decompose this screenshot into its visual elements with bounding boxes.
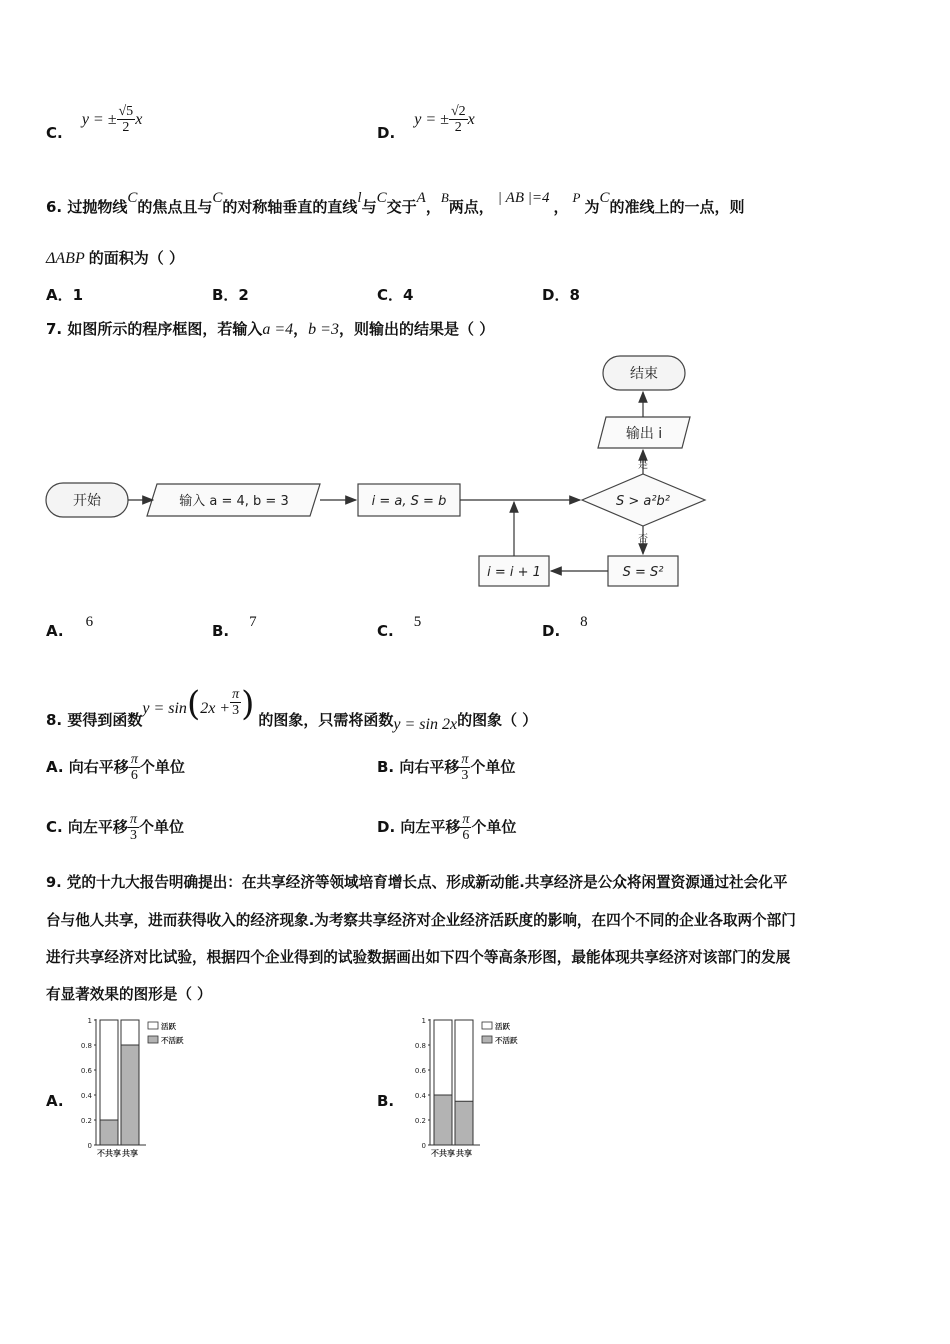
y-tick-label: 0.8 [80,1042,92,1050]
q7-option-a: A. 6 [46,614,94,640]
flow-input-text: 输入 a = 4, b = 3 [179,494,289,509]
y-tick-label: 0.2 [414,1117,426,1125]
y-tick-label: 0.2 [80,1117,92,1125]
flow-assign-text: i = a, S = b [371,494,447,509]
y-tick-label: 0.6 [414,1067,426,1075]
q6-option-c: C．4 [377,286,414,304]
q8-option-a: A. 向右平移 $\frac{\pi}{6}$ 个单位 [46,752,185,783]
x-tick-label: 不共享 [431,1149,455,1158]
q9-chart-b [412,1012,542,1167]
legend-swatch [482,1036,492,1043]
q7-flowchart [0,0,950,600]
legend-swatch [148,1022,158,1029]
fraction: $\frac{\pi}{3}$ [461,752,469,783]
y-tick-label: 0.4 [414,1092,426,1100]
legend-swatch [148,1036,158,1043]
q5-option-c: C. y = ± $\frac{√5}{2}$ x [46,104,143,142]
legend-label: 不活跃 [495,1036,518,1045]
q9-stem-line2: 台与他人共享，进而获得收入的经济现象.为考察共享经济对企业经济活跃度的影响，在四个不同的企业各取两个部门 [46,912,796,929]
bar-segment-inactive [455,1101,473,1145]
math-lhs: y = ± [414,111,449,128]
fraction: $\frac{\pi}{6}$ [130,752,138,783]
y-tick-label: 0.8 [414,1042,426,1050]
bar-segment-inactive [434,1095,452,1145]
q7-stem: 7. 如图所示的程序框图，若输入a =4，b =3，则输出的结果是（ ） [46,320,495,338]
flow-square-text: S = S² [622,565,664,580]
flow-yes-label: 是 [638,460,648,471]
flow-end-text: 结束 [630,366,658,382]
bar-segment-inactive [121,1045,139,1145]
y-tick-label: 0.4 [80,1092,92,1100]
flow-output-text: 输出 i [625,426,663,442]
legend-swatch [482,1022,492,1029]
q9-stem-line4: 有显著效果的图形是（ ） [46,986,212,1003]
y-tick-label: 0.6 [80,1067,92,1075]
q6-option-a: A．1 [46,286,84,304]
q6-stem-line2: ΔABP 的面积为（ ） [46,249,184,267]
fraction: $\frac{√2}{2}$ [450,104,466,135]
q7-option-b: B. 7 [212,614,257,640]
q8-stem: 8. 要得到函数y = sin(2x + $\frac{\pi}{3}$ ) 的图象，只需将函数y = sin 2x的图象（ ） [46,684,538,733]
q7-option-d: D. 8 [542,614,588,640]
fraction: $\frac{\pi}{3}$ [232,687,240,718]
q9-stem-line1: 9. 党的十九大报告明确提出：在共享经济等领域培育增长点、形成新动能.共享经济是公众将闲置资源通过社会化平 [46,874,788,891]
q9-option-a-label: A. [46,1092,64,1110]
legend-label: 不活跃 [161,1036,184,1045]
flow-increment-text: i = i + 1 [487,565,541,580]
x-tick-label: 共享 [122,1149,138,1158]
flow-start-text: 开始 [73,493,101,509]
flow-condition-text: S > a²b² [615,494,671,509]
q9-stem-line3: 进行共享经济对比试验，根据四个企业得到的试验数据画出如下四个等高条形图，最能体现共享经济对该部门的发展 [46,949,791,966]
option-label: D. [377,124,396,142]
q7-option-c: C. 5 [377,614,422,640]
x-tick-label: 不共享 [97,1149,121,1158]
bar-segment-inactive [100,1120,118,1145]
legend-label: 活跃 [161,1022,176,1031]
fraction: $\frac{\pi}{6}$ [462,812,470,843]
y-tick-label: 1 [421,1017,426,1025]
q6-stem-line1: 6. 过抛物线C的焦点且与C的对称轴垂直的直线l与C交于A，B两点， | AB |=4 ，P为C的准线上的一点，则 [46,190,745,216]
fraction: $\frac{√5}{2}$ [118,104,134,135]
option-label: C. [46,124,63,142]
y-tick-label: 0 [87,1142,92,1150]
x-tick-label: 共享 [456,1149,472,1158]
q8-option-b: B. 向右平移 $\frac{\pi}{3}$ 个单位 [377,752,516,783]
y-tick-label: 1 [87,1017,92,1025]
legend-label: 活跃 [495,1022,510,1031]
q8-option-c: C. 向左平移 $\frac{\pi}{3}$ 个单位 [46,812,184,843]
y-tick-label: 0 [421,1142,426,1150]
flow-no-label: 否 [638,534,648,545]
q6-option-b: B．2 [212,286,249,304]
q6-option-d: D．8 [542,286,580,304]
math-lhs: y = ± [81,111,117,128]
q9-chart-a [78,1012,208,1167]
q9-option-b-label: B. [377,1092,395,1110]
q5-option-d: D. y = ± $\frac{√2}{2}$ x [377,104,475,142]
fraction: $\frac{\pi}{3}$ [129,812,137,843]
q8-option-d: D. 向左平移 $\frac{\pi}{6}$ 个单位 [377,812,517,843]
